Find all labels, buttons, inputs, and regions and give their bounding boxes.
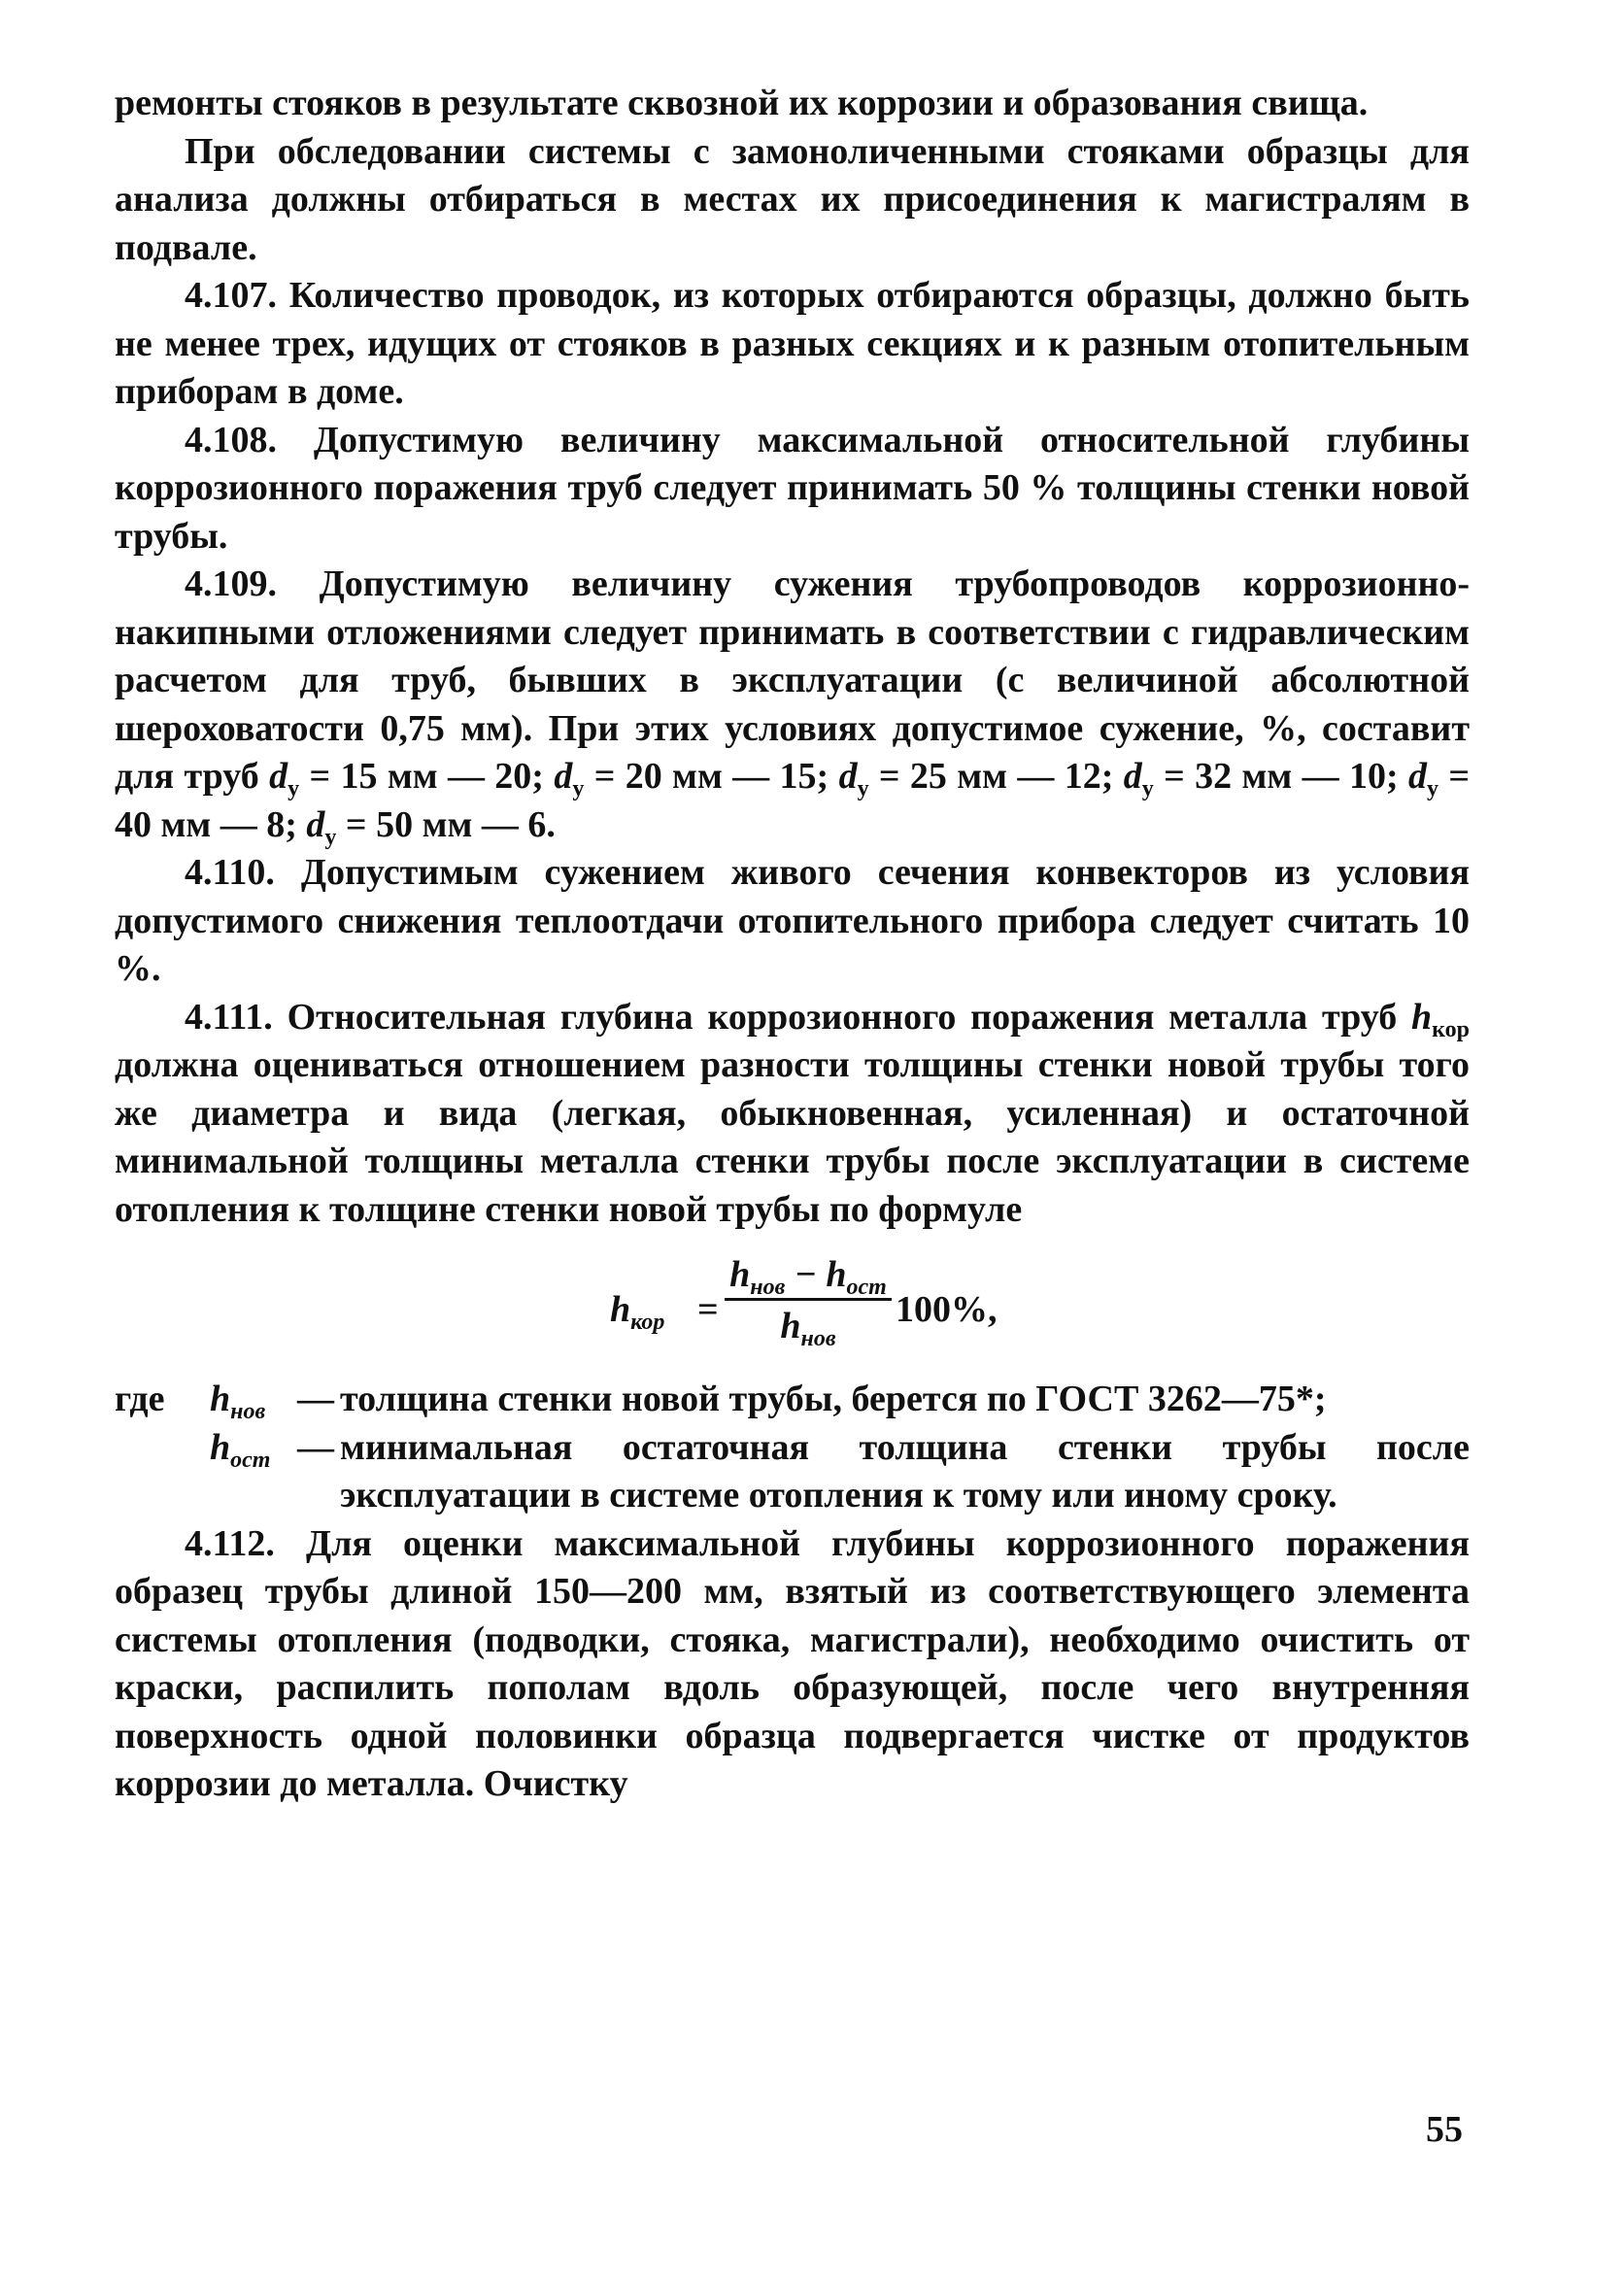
clause-4-111 (115, 994, 1470, 1235)
diameter-symbol: d (306, 803, 325, 845)
clause-text: Количество проводок, из которых отбираются образцы, должно быть не менее трех, идущих от стояков в разных секциях и к разным отопительным приборам в доме. (115, 275, 1470, 412)
definition-dash: — (297, 1379, 334, 1419)
diameter-value: = 15 мм — 20; (309, 756, 544, 797)
diameter-symbol: d (554, 756, 573, 797)
page-number: 55 (1426, 2109, 1463, 2150)
subscript-nov: нов (230, 1399, 266, 1424)
symbol-h: h (729, 1254, 751, 1295)
symbol-h: h (1411, 996, 1433, 1038)
fraction-numerator (725, 1251, 892, 1300)
diameter-value: = 40 мм — 8; (115, 756, 1471, 845)
diameter-subscript: у (1427, 776, 1439, 801)
diameter-subscript: у (572, 776, 585, 801)
diameter-subscript: у (1141, 776, 1154, 801)
clause-number: 4.111. (185, 996, 273, 1038)
clause-number: 4.110. (185, 852, 275, 893)
where-label: где (115, 1379, 165, 1419)
definition-dash: — (297, 1426, 334, 1468)
definition-row (115, 1424, 1470, 1520)
diameter-symbol: d (1408, 756, 1428, 797)
definition-text: толщина стенки новой трубы, берется по ГОСТ 3262—75*; (340, 1379, 1327, 1419)
formula-tail: 100%, (896, 1289, 998, 1330)
clause-text: Допустимую величину сужения трубопроводов коррозионно-накипными отложениями следует принимать в соответствии с гидравлическим расчетом для труб, бывших в эксплуатации (с величиной абсолютной шероховатости 0,75 мм). При этих условиях допустимое сужение, %, составит для труб (115, 563, 1471, 797)
clause-4-109 (115, 561, 1470, 849)
clause-text: должна оцениваться отношением разности толщины стенки новой трубы того же диаметра и вида (легкая, обыкновенная, усиленная) и остаточной минимальной толщины металла стенки трубы после эксплуатации в системе отопления к толщине стенки новой трубы по формуле (115, 1044, 1470, 1230)
diameter-subscript: у (857, 776, 869, 801)
document-page (115, 80, 1470, 1809)
diameter-value: = 25 мм — 12; (878, 756, 1114, 797)
clause-number: 4.107. (185, 275, 277, 316)
symbol-h: h (210, 1379, 231, 1419)
diameter-subscript: у (288, 776, 300, 801)
definition-row (115, 1376, 1470, 1424)
formula-lhs (610, 1286, 664, 1335)
diameter-value: = 20 мм — 15; (593, 756, 829, 797)
symbol-h: h (826, 1254, 847, 1295)
clause-text: Относительная глубина коррозионного поражения металла труб (287, 996, 1398, 1038)
definition-symbol (210, 1424, 297, 1520)
subscript-kor: кор (1432, 1016, 1471, 1042)
paragraph-text: При обследовании системы с замоноличенными стояками образцы для анализа должны отбираться в местах их присоединения к магистралям в подвале. (115, 130, 1470, 268)
clause-number: 4.109. (185, 563, 277, 604)
corrosion-depth-formula (115, 1251, 1470, 1366)
diameter-value: = 50 мм — 6. (345, 803, 556, 845)
subscript-nov: нов (750, 1275, 786, 1300)
clause-4-110 (115, 849, 1470, 994)
symbol-h: h (610, 1289, 631, 1330)
definition-text: минимальная остаточная толщина стенки трубы после эксплуатации в системе отопления к тому или иному сроку. (340, 1426, 1470, 1516)
formula-equals: = (697, 1289, 719, 1330)
subscript-nov: нов (800, 1326, 836, 1351)
paragraph-monolithic-risers (115, 128, 1470, 273)
formula-definitions (115, 1376, 1470, 1520)
clause-text: Допустимым сужением живого сечения конвекторов из условия допустимого снижения теплоотдачи отопительного прибора следует считать 10 %. (115, 852, 1471, 989)
subscript-ost: ост (846, 1275, 887, 1300)
clause-text: Допустимую величину максимальной относительной глубины коррозионного поражения труб следует принимать 50 % толщины стенки новой трубы. (115, 419, 1470, 557)
paragraph-continuation (115, 80, 1470, 128)
definition-symbol (210, 1376, 297, 1424)
diameter-value: = 32 мм — 10; (1164, 756, 1399, 797)
clause-number: 4.108. (185, 419, 277, 460)
diameter-subscript: у (324, 824, 337, 850)
clause-text: Для оценки максимальной глубины коррозионного поражения образец трубы длиной 150—200 мм, взятый из соответствующего элемента системы отопления (подводки, стояка, магистрали), необходимо очистить от краски, распилить пополам вдоль образующей, после чего внутренняя поверхность одной половинки образца подвергается чистке от продуктов коррозии до металла. Очистку (115, 1522, 1470, 1804)
diameter-symbol: d (838, 756, 858, 797)
diameter-symbol: d (1123, 756, 1142, 797)
fraction-denominator (725, 1303, 892, 1351)
paragraph-text: ремонты стояков в результате сквозной их коррозии и образования свища. (115, 83, 1369, 123)
definition-spacer (115, 1424, 210, 1520)
diameter-symbol: d (269, 756, 288, 797)
subscript-kor: кор (630, 1310, 665, 1335)
formula-fraction (725, 1251, 892, 1351)
formula-minus: − (794, 1254, 817, 1295)
symbol-h: h (210, 1426, 231, 1468)
symbol-h: h (780, 1306, 801, 1346)
clause-4-112 (115, 1520, 1470, 1809)
clause-number: 4.112. (185, 1522, 275, 1564)
subscript-ost: ост (230, 1447, 271, 1473)
clause-4-108 (115, 417, 1470, 562)
clause-4-107 (115, 272, 1470, 417)
